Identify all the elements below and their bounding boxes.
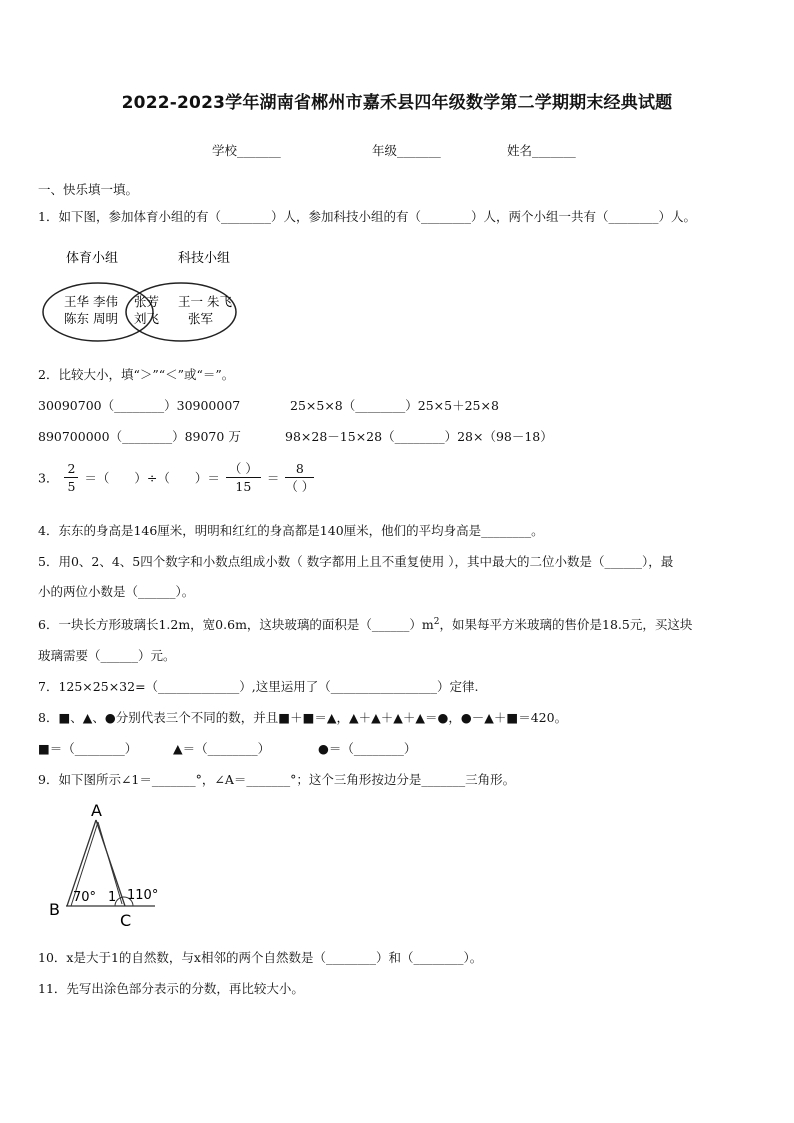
- angle-1-label: 1: [108, 890, 117, 905]
- vertex-a-label: A: [91, 801, 102, 820]
- triangle-figure: [42, 800, 172, 935]
- q2-row1-b: 25×5×8（________）25×5＋25×8: [290, 398, 499, 413]
- q3-fraction-1: $\frac{2}{5}$: [64, 460, 78, 495]
- venn-right-line-1: 王一 朱飞: [178, 294, 232, 309]
- question-11: 11．先写出涂色部分表示的分数，再比较大小。: [38, 981, 304, 996]
- venn-right-line-2: 张军: [188, 311, 214, 326]
- q8-answer-circle: ●＝（________）: [318, 741, 417, 756]
- question-10: 10．x是大于1的自然数，与x相邻的两个自然数是（________）和（________）。: [38, 950, 483, 965]
- question-6-line-2: 玻璃需要（______）元。: [38, 648, 176, 663]
- name-field: 姓名_______: [507, 143, 576, 158]
- question-5-line-2: 小的两位小数是（______）。: [38, 584, 195, 599]
- vertex-c-label: C: [120, 911, 132, 930]
- question-3: 3． $\frac{2}{5}$ ＝（ ）÷（ ）＝ $\frac{( )}{15}$ ＝ $\frac{8}{( )}$: [38, 461, 315, 494]
- exterior-angle-label: 110°: [127, 888, 159, 903]
- page-title: 2022-2023学年湖南省郴州市嘉禾县四年级数学第二学期期末经典试题: [121, 93, 673, 113]
- venn-left-label: 体育小组: [66, 251, 119, 266]
- school-field: 学校_______: [212, 143, 281, 158]
- vertex-b-label: B: [49, 900, 60, 919]
- question-5-line-1: 5．用0、2、4、5四个数字和小数点组成小数（ 数字都用上且不重复使用 ），其中最大的二位小数是（______），最: [38, 554, 674, 569]
- venn-right-label: 科技小组: [178, 251, 231, 266]
- venn-left-line-1: 王华 李伟: [64, 294, 118, 309]
- question-1: 1．如下图，参加体育小组的有（________）人，参加科技小组的有（________）人，两个小组一共有（________）人。: [38, 209, 696, 224]
- question-2: 2．比较大小，填“＞”“＜”或“＝”。: [38, 367, 235, 382]
- q2-row2-a: 890700000（________）89070 万: [38, 429, 241, 444]
- q2-row1-a: 30090700（________）30900007: [38, 398, 241, 413]
- venn-diagram: [38, 244, 248, 344]
- q8-answer-triangle: ▲＝（________）: [173, 741, 271, 756]
- venn-both-line-1: 张芳: [134, 294, 160, 309]
- question-6-line-1: 6．一块长方形玻璃长1.2m，宽0.6m，这块玻璃的面积是$(\_\_\_\_\_\_)m^2$，如果每平方米玻璃的售价是18.5元，买这块: [38, 616, 693, 632]
- venn-both-line-2: 刘飞: [134, 311, 160, 326]
- q3-number: 3．: [38, 470, 59, 486]
- question-9: 9．如下图所示∠1＝_______°，∠A＝_______°；这个三角形按边分是_______三角形。: [38, 772, 516, 787]
- q8-answer-square: ■＝（________）: [38, 741, 138, 756]
- venn-left-line-2: 陈东 周明: [64, 311, 118, 326]
- question-7: 7．125×25×32=（_____________）,这里运用了（_________________）定律.: [38, 679, 479, 694]
- q3-fraction-2: $\frac{( )}{15}$: [226, 460, 261, 495]
- question-8: 8．■、▲、●分别代表三个不同的数，并且■＋■＝▲，▲＋▲＋▲＋▲＝●，●－▲＋■＝420。: [38, 710, 568, 725]
- section-heading: 一、快乐填一填。: [38, 182, 139, 197]
- angle-b-label: 70°: [73, 890, 97, 905]
- grade-field: 年级_______: [372, 143, 441, 158]
- q3-fraction-3: $\frac{8}{( )}$: [285, 461, 315, 494]
- question-4: 4．东东的身高是146厘米，明明和红红的身高都是140厘米，他们的平均身高是________。: [38, 523, 544, 538]
- q2-row2-b: 98×28－15×28（________）28×（98－18）: [285, 429, 553, 444]
